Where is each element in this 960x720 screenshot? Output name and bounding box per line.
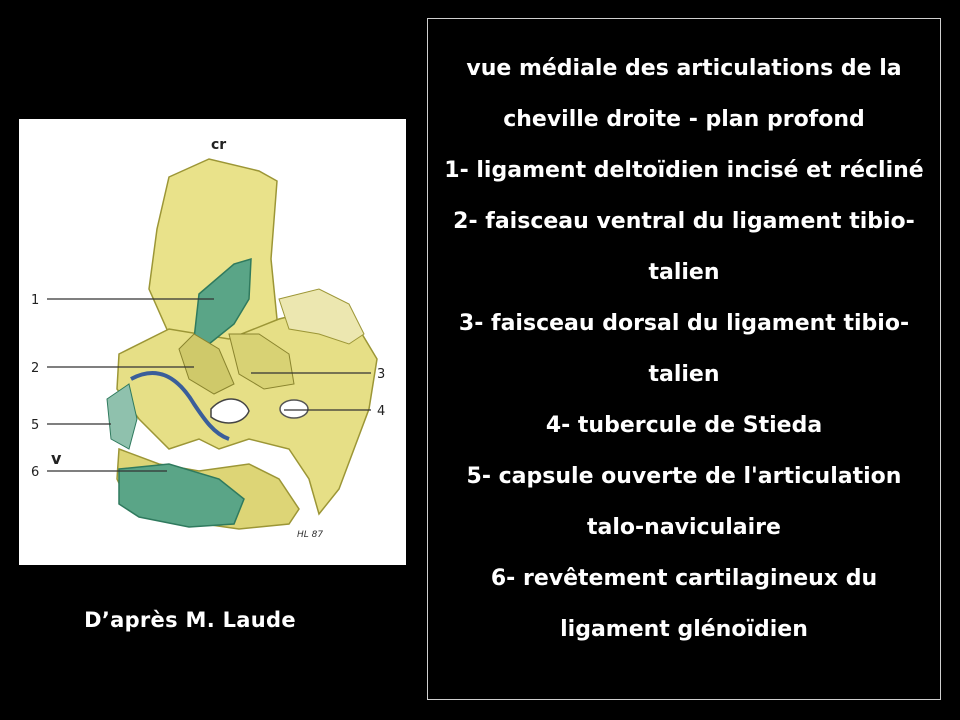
legend-box <box>427 18 941 700</box>
label-v: v <box>51 449 62 468</box>
legend-title: vue médiale des articulations de la cheville droite - plan profond <box>466 56 902 132</box>
callout-5: 5 <box>31 418 40 433</box>
callout-6: 6 <box>31 465 40 480</box>
legend-item-2: 2- faisceau ventral du ligament tibio-talien <box>453 209 915 285</box>
callout-2: 2 <box>31 361 40 376</box>
anatomy-illustration <box>19 119 406 565</box>
legend-item-1: 1- ligament deltoïdien incisé et récliné <box>444 158 924 183</box>
artist-signature: HL 87 <box>297 530 324 540</box>
label-cr: cr <box>211 137 227 153</box>
credit-text: D’après M. Laude <box>84 608 296 632</box>
legend-item-3: 3- faisceau dorsal du ligament tibio-talien <box>458 311 910 387</box>
legend-item-4: 4- tubercule de Stieda <box>545 413 823 438</box>
legend-item-5: 5- capsule ouverte de l'articulation talo-naviculaire <box>466 464 902 540</box>
ankle-drawing <box>19 119 406 565</box>
callout-4: 4 <box>377 404 386 419</box>
callout-1: 1 <box>31 293 40 308</box>
legend-item-6: 6- revêtement cartilagineux du ligament glénoïdien <box>490 566 878 642</box>
callout-3: 3 <box>377 367 386 382</box>
